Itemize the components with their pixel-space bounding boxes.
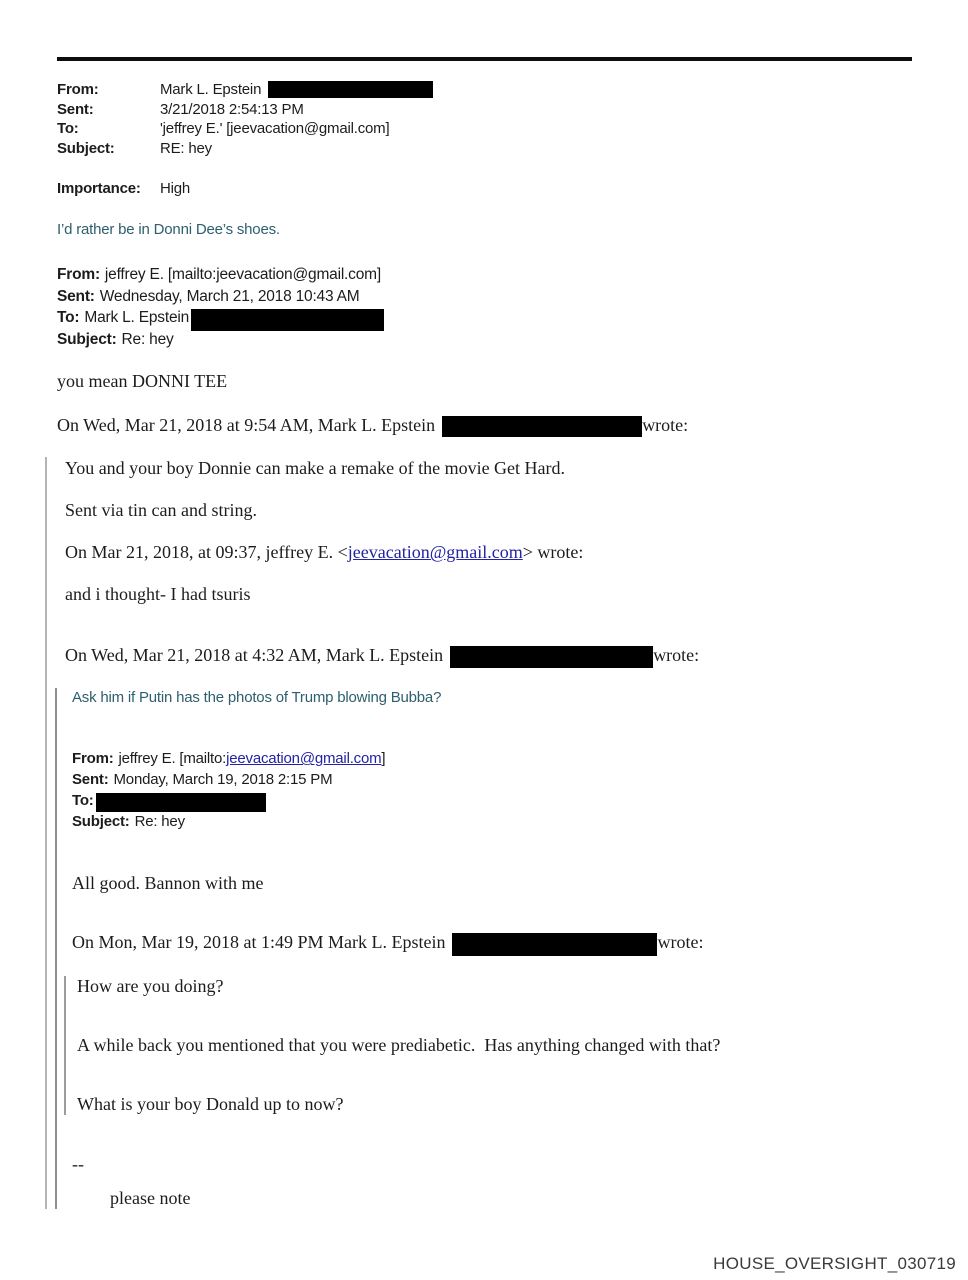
subject-row: Subject: Re: hey [57, 330, 174, 348]
attribution-line: On Mon, Mar 19, 2018 at 1:49 PM Mark L. Epstein wrote: [72, 931, 928, 955]
attribution-line: On Wed, Mar 21, 2018 at 4:32 AM, Mark L. Epstein wrote: [65, 644, 928, 668]
redaction-bar [191, 309, 384, 331]
email-link[interactable]: jeevacation@gmail.com [347, 542, 523, 563]
reply-message: I’d rather be in Donni Dee’s shoes. [57, 221, 280, 238]
redaction-bar [442, 416, 642, 437]
signature-separator: -- [72, 1153, 84, 1174]
quoted-text: A while back you mentioned that you were prediabetic. Has anything changed with that? [77, 1034, 721, 1055]
quote-level-1 [45, 457, 928, 1208]
bates-number: HOUSE_OVERSIGHT_030719 [713, 1254, 956, 1273]
header-divider [57, 57, 912, 61]
from-value: Mark L. Epstein [160, 80, 928, 100]
to-row: To: [72, 790, 928, 811]
from-label: From: [57, 81, 99, 98]
signature-note: please note [110, 1187, 191, 1208]
attribution-line: On Wed, Mar 21, 2018 at 9:54 AM, Mark L. Epstein wrote: [57, 414, 928, 437]
from-row: From: jeffrey E. [mailto:jeevacation@gmail.com] [57, 266, 381, 283]
quoted-email-header [57, 264, 928, 350]
quoted-teal-text: Ask him if Putin has the photos of Trump blowing Bubba? [72, 689, 442, 707]
subject-label: Subject: [57, 139, 115, 157]
redaction-bar [450, 646, 653, 668]
redaction-bar [452, 933, 657, 956]
importance-value: High [160, 180, 191, 197]
quoted-text: All good. Bannon with me [72, 873, 264, 894]
to-row: To: Mark L. Epstein [57, 307, 928, 329]
quoted-text: What is your boy Donald up to now? [77, 1093, 344, 1114]
subject-row: Subject: Re: hey [72, 813, 185, 831]
message-body: you mean DONNI TEE [57, 371, 228, 391]
importance-label: Importance: [57, 180, 141, 197]
attribution-line: On Mar 21, 2018, at 09:37, jeffrey E. <jeevacation@gmail.com> wrote: [65, 542, 584, 563]
email-link[interactable]: jeevacation@gmail.com [226, 750, 382, 768]
quoted-text: Sent via tin can and string. [65, 500, 257, 521]
redaction-bar [268, 81, 433, 98]
quoted-email-header-inner [72, 748, 928, 832]
sent-label: Sent: [57, 100, 94, 118]
quoted-text: You and your boy Donnie can make a remake of the movie Get Hard. [65, 458, 566, 479]
redaction-bar [96, 793, 266, 812]
to-label: To: [57, 120, 79, 137]
from-row: From: jeffrey E. [mailto:jeevacation@gmail.com] [72, 750, 386, 768]
subject-value: RE: hey [160, 139, 212, 157]
quoted-text: How are you doing? [77, 975, 224, 996]
email-header [57, 80, 928, 158]
importance-row [57, 179, 928, 198]
sent-value: 3/21/2018 2:54:13 PM [160, 100, 304, 118]
to-value: 'jeffrey E.' [jeevacation@gmail.com] [160, 120, 390, 137]
sent-row: Sent: Monday, March 19, 2018 2:15 PM [72, 771, 333, 789]
sent-row: Sent: Wednesday, March 21, 2018 10:43 AM [57, 287, 360, 305]
quote-level-2 [55, 688, 928, 1208]
quote-level-3 [64, 976, 928, 1115]
quoted-text: and i thought- I had tsuris [65, 584, 251, 605]
